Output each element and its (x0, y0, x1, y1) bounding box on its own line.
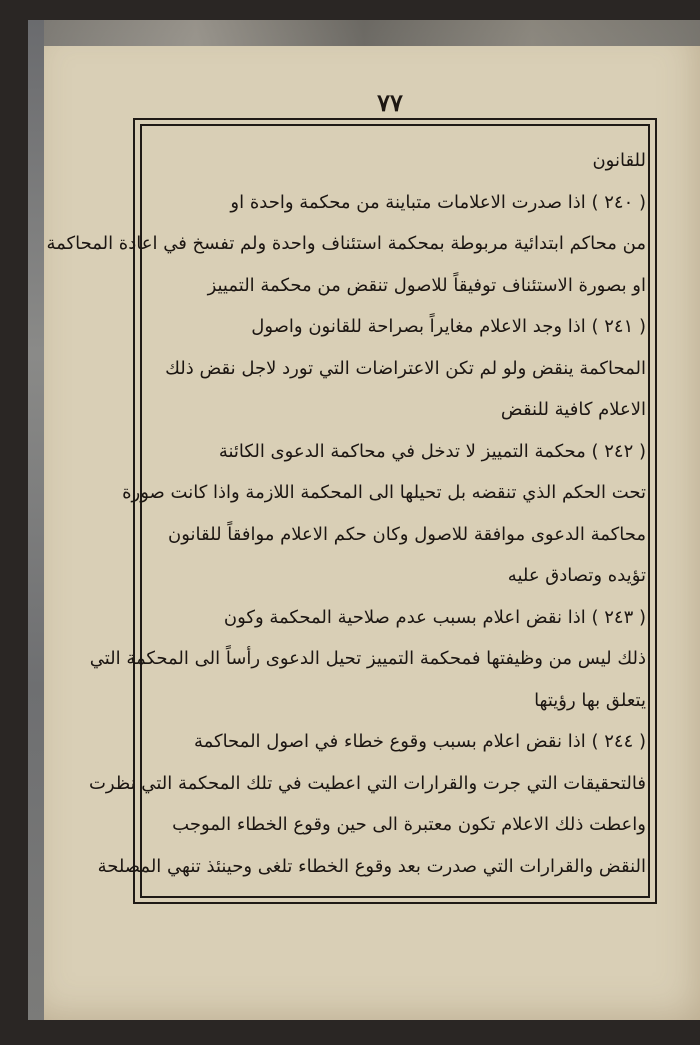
text-block (46, 140, 646, 888)
text-line: واعطت ذلك الاعلام تكون معتبرة الى حين وقوع الخطاء الموجب (172, 814, 646, 835)
text-line: او بصورة الاستئناف توفيقاً للاصول تنقض من محكمة التمييز (207, 274, 646, 296)
text-line: من محاكم ابتدائية مربوطة بمحكمة استئناف واحدة ولم تفسخ في اعادة المحاكمة (46, 233, 646, 254)
book-spine-edge (28, 20, 44, 1020)
text-line: المحاكمة ينقض ولو لم تكن الاعتراضات التي تورد لاجل نقض ذلك (165, 357, 646, 379)
text-line: ( ٢٤١ ) اذا وجد الاعلام مغايراً بصراحة للقانون واصول (251, 316, 646, 337)
text-line: ( ٢٤٢ ) محكمة التمييز لا تدخل في محاكمة الدعوى الكائنة (218, 440, 646, 462)
text-line: ذلك ليس من وظيفتها فمحكمة التمييز تحيل الدعوى رأساً الى المحكمة التي (89, 648, 646, 669)
text-line: محاكمة الدعوى موافقة للاصول وكان حكم الاعلام موافقاً للقانون (168, 523, 646, 545)
text-line: ( ٢٤٠ ) اذا صدرت الاعلامات متباينة من محكمة واحدة او (230, 191, 646, 213)
text-line: تحت الحكم الذي تنقضه بل تحيلها الى المحكمة اللازمة واذا كانت صورة (122, 482, 646, 503)
page-top-edge (28, 20, 700, 46)
text-line: الاعلام كافية للنقض (500, 399, 646, 420)
text-line: للقانون (592, 150, 646, 171)
page-number: ٧٧ (377, 88, 403, 117)
text-line: تؤيده وتصادق عليه (507, 565, 646, 586)
text-line: النقض والقرارات التي صدرت بعد وقوع الخطاء تلغى وحينئذ تنهي المصلحة (97, 855, 646, 877)
text-line: فالتحقيقات التي جرت والقرارات التي اعطيت في تلك المحكمة التي نظرت (88, 772, 646, 794)
text-line: ( ٢٤٣ ) اذا نقض اعلام بسبب عدم صلاحية المحكمة وكون (223, 606, 646, 628)
text-line: يتعلق بها رؤيتها (534, 689, 646, 711)
text-line: ( ٢٤٤ ) اذا نقض اعلام بسبب وقوع خطاء في اصول المحاكمة (193, 731, 646, 752)
